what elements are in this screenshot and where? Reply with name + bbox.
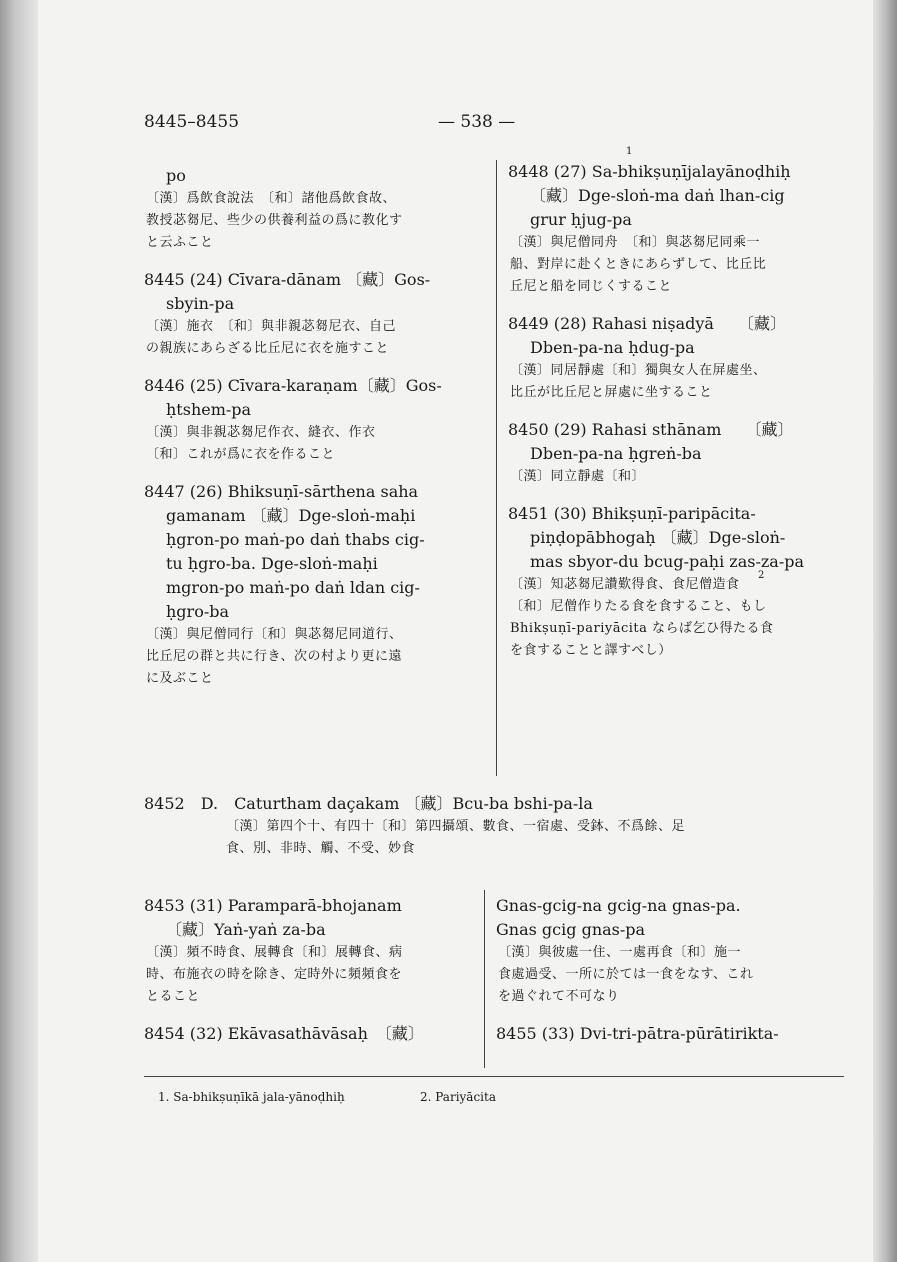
column-divider <box>496 160 497 776</box>
entry-headword: 8452 D. Caturtham daçakam 〔藏〕Bcu-ba bshi-pa-la <box>144 794 593 813</box>
entry-gloss: 比丘尼の群と共に行き、次の村より更に遠 <box>146 649 402 664</box>
entry-8447 <box>144 480 484 690</box>
entry-headword: 8454 (32) Ekāvasathāvāsaḥ 〔藏〕 <box>144 1024 424 1043</box>
entry-headword: 8451 (30) Bhikṣuṇī-paripācita- <box>508 504 756 523</box>
entry-gloss: 船、對岸に赴くときにあらずして、比丘比 <box>510 257 767 272</box>
entry-8446 <box>144 374 484 466</box>
entry-headword: 8446 (25) Cīvara-karaṇam〔藏〕Gos- <box>144 376 442 395</box>
entry-8450 <box>508 418 858 488</box>
entry-text: ḥgron-po maṅ-po daṅ thabs cig- <box>166 530 425 549</box>
entry-text: piṇḍopābhogaḥ 〔藏〕Dge-sloṅ- <box>530 528 786 547</box>
entry-gloss: 時、布施衣の時を除き、定時外に頻頻食を <box>146 967 402 982</box>
entry-headword: 8450 (29) Rahasi sthānam 〔藏〕 <box>508 420 794 439</box>
document-page <box>38 0 873 1262</box>
entry-8451 <box>508 502 858 662</box>
entry-headword: 8448 (27) Sa-bhikṣuṇījalayānoḍhiḥ <box>508 162 791 181</box>
entry-range-header: 8445–8455 <box>144 112 240 132</box>
entry-8452 <box>144 792 844 860</box>
entry-headword: 8449 (28) Rahasi niṣadyā 〔藏〕 <box>508 314 786 333</box>
bottom-left-column <box>144 894 484 1060</box>
entry-gloss: 〔漢〕同立靜處〔和〕 <box>510 469 646 484</box>
entry-text: mgron-po maṅ-po daṅ ldan cig- <box>166 578 420 597</box>
entry-gloss: 〔漢〕與尼僧同行〔和〕與苾芻尼同道行、 <box>146 627 403 642</box>
bottom-right-column <box>496 894 856 1060</box>
entry-8448 <box>508 160 858 298</box>
entry-text: ḥtshem-pa <box>166 400 252 419</box>
entry-text: Gnas-gcig-na gcig-na gnas-pa. <box>496 896 741 915</box>
left-column <box>144 164 484 704</box>
right-column <box>508 160 858 676</box>
entry-8455 <box>496 1022 856 1046</box>
scan-edge-right <box>873 0 897 1262</box>
entry-headword: 8445 (24) Cīvara-dānam 〔藏〕Gos- <box>144 270 431 289</box>
entry-gloss: 〔漢〕爲飲食說法 〔和〕諸他爲飲食故、 <box>146 191 397 206</box>
entry-gloss: 〔漢〕頻不時食、展轉食〔和〕展轉食、病 <box>146 945 403 960</box>
entry-gloss: Bhikṣuṇī-pariyācita ならば乞ひ得たる食 <box>510 621 774 636</box>
entry-text: Gnas gcig gnas-pa <box>496 920 646 939</box>
entry-gloss: 〔漢〕第四个十、有四十〔和〕第四攝頌、數食、一宿處、受鉢、不爲餘、足 <box>226 819 686 834</box>
scan-edge-left <box>0 0 38 1262</box>
entry-gloss: 〔漢〕與非親苾芻尼作衣、縫衣、作衣 <box>146 425 376 440</box>
entry-gloss: とること <box>146 989 201 1004</box>
footnote-rule <box>144 1076 844 1077</box>
entry-headword: 8447 (26) Bhiksuṇī-sārthena saha <box>144 482 419 501</box>
entry-gloss: 食、別、非時、觸、不受、妙食 <box>226 841 416 856</box>
entry-gloss: 食處過受、一所に於ては一食をなす、これ <box>498 967 754 982</box>
entry-8453 <box>144 894 484 1008</box>
entry-gloss: と云ふこと <box>146 235 214 250</box>
entry-gloss: 〔漢〕與尼僧同舟 〔和〕與苾芻尼同乘一 <box>510 235 761 250</box>
entry-gloss: 〔和〕これが爲に衣を作ること <box>146 447 336 462</box>
entry-gloss: を過ぐれて不可なり <box>498 989 620 1004</box>
entry-text: gamanam 〔藏〕Dge-sloṅ-maḥi <box>166 506 416 525</box>
entry-gloss: 〔漢〕知苾芻尼讚歎得食、食尼僧造食 <box>510 577 740 592</box>
footnote-1: 1. Sa-bhikṣuṇīkā jala-yānoḍhiḥ <box>158 1090 345 1104</box>
entry-gloss: 比丘が比丘尼と屏處に坐すること <box>510 385 713 400</box>
page-number: — 538 — <box>438 112 516 132</box>
entry-gloss: 教授苾芻尼、些少の供養利益の爲に教化す <box>146 213 403 228</box>
footnote-marker-2: 2 <box>758 570 765 581</box>
entry-text: mas sbyor-du bcug-paḥi zas-za-pa <box>530 552 805 571</box>
entry-text: ḥgro-ba <box>166 602 230 621</box>
entry-headword: 8453 (31) Paramparā-bhojanam <box>144 896 402 915</box>
entry-text: grur ḥjug-pa <box>530 210 632 229</box>
entry-gloss: 〔漢〕與彼處一住、一處再食〔和〕施一 <box>498 945 742 960</box>
entry-8449 <box>508 312 858 404</box>
entry-gloss: の親族にあらざる比丘尼に衣を施すこと <box>146 341 390 356</box>
entry-text: sbyin-pa <box>166 294 235 313</box>
entry-text: Dben-pa-na ḥgreṅ-ba <box>530 444 702 463</box>
entry-text: 〔藏〕Yaṅ-yaṅ za-ba <box>166 920 326 939</box>
entry-gloss: 〔和〕尼僧作りたる食を食すること、もし <box>510 599 767 614</box>
entry-gloss: 〔漢〕同居靜處〔和〕獨與女人在屏處坐、 <box>510 363 767 378</box>
footnote-2: 2. Pariyācita <box>420 1090 496 1104</box>
column-divider-bottom <box>484 890 485 1068</box>
entry-gloss: に及ぶこと <box>146 671 214 686</box>
entry-text: Dben-pa-na ḥdug-pa <box>530 338 695 357</box>
entry-text: tu ḥgro-ba. Dge-sloṅ-maḥi <box>166 554 378 573</box>
entry-8454 <box>144 1022 484 1046</box>
entry-gloss: を食することと譯すべし） <box>510 643 672 658</box>
entry-gloss: 丘尼と船を同じくすること <box>510 279 673 294</box>
entry-headword: 8455 (33) Dvi-tri-pātra-pūrātirikta- <box>496 1024 779 1043</box>
entry-8445 <box>144 268 484 360</box>
entry-gloss: 〔漢〕施衣 〔和〕與非親苾芻尼衣、自己 <box>146 319 397 334</box>
entry-continuation <box>144 164 484 254</box>
entry-text: po <box>166 166 186 185</box>
entry-8453-continued <box>496 894 856 1008</box>
footnote-marker-1: 1 <box>626 146 633 157</box>
entry-text: 〔藏〕Dge-sloṅ-ma daṅ lhan-cig <box>530 186 785 205</box>
